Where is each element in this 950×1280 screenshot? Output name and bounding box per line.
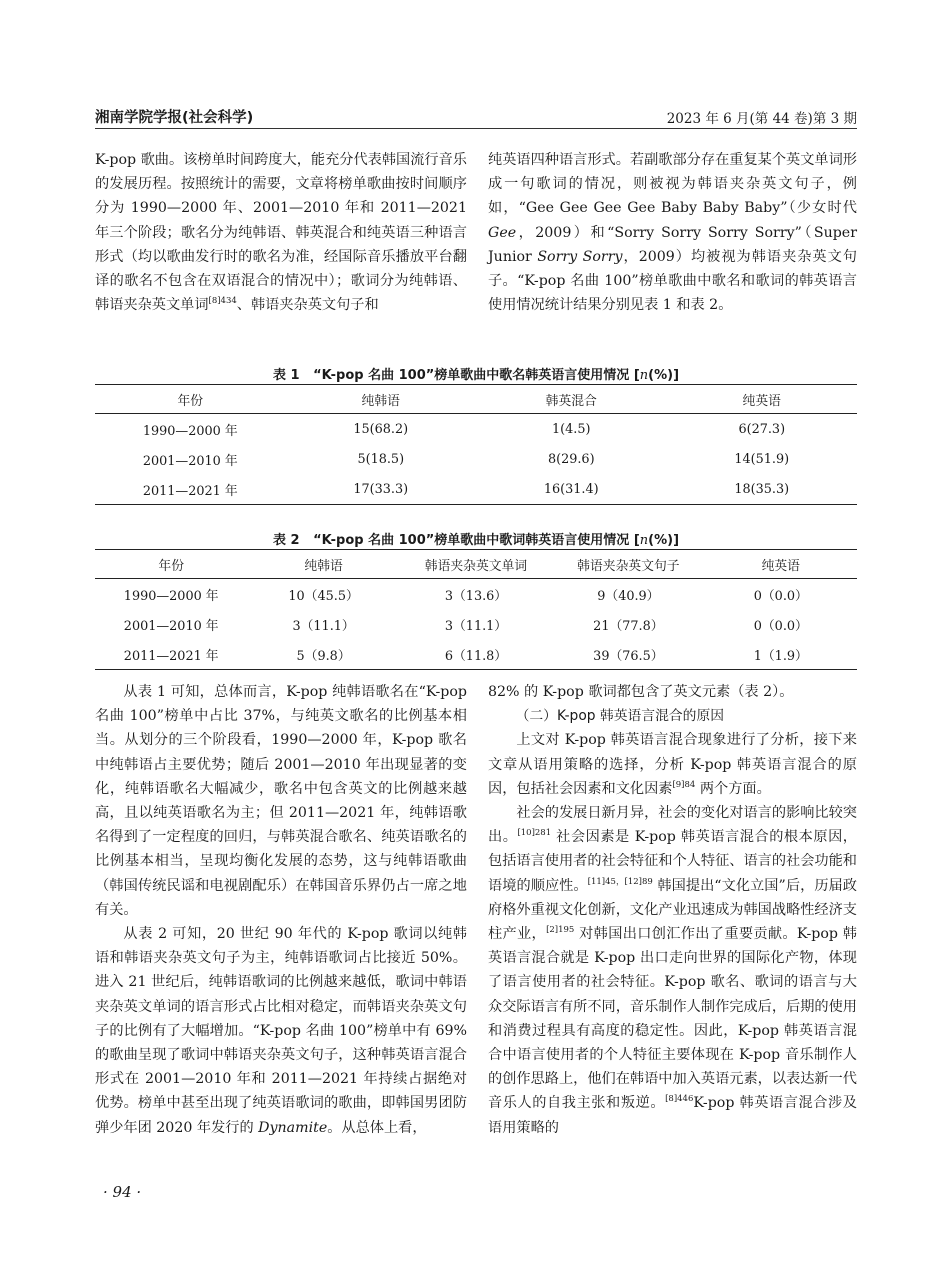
journal-name: 湘南学院学报(社会科学) bbox=[95, 110, 254, 126]
table-header: 纯英语 bbox=[667, 385, 858, 414]
page-number: · 94 · bbox=[103, 1183, 142, 1201]
top-right-column bbox=[488, 148, 857, 317]
citation: [8]446 bbox=[665, 1094, 694, 1105]
paragraph: 上文对 K-pop 韩英语言混合现象进行了分析，接下来文章从语用策略的选择，分析 K-pop 韩英语言混合的原因，包括社会因素和文化因素$^{[9]84}$ 两个方面。 bbox=[488, 732, 857, 797]
paragraph: 社会的发展日新月异，社会的变化对语言的影响比较突出。$^{[10]281}$ 社会因素是 K-pop 韩英语言混合的根本原因，包括语言使用者的社会特征和个人特征、语言的社会功能和语境的顺应性。$^{[11]45,[12]89}$ 韩国提出“文化立国”后，历届政府格外重视文化创新，文化产业迅速成为韩国战略性经济支柱产业，$^{[2]195}$ 对韩国出口创汇作出了重要贡献。K-pop 韩英语言混合就是 K-pop 出口走向世界的国际化产物，体现了语言使用者的社会特征。K-pop 歌名、歌词的语言与大众交际语言有所不同，音乐制作人制作完成后，后期的使用和消费过程具有高度的稳定性。因此，K-pop 韩英语言混合中语言使用者的个人特征主要体现在 K-pop 音乐制作人的创作思路上，他们在韩语中加入英语元素，以表达新一代音乐人的自我主张和叛逆。$^{[8]446}$K-pop 韩英语言混合涉及语用策略的 bbox=[488, 805, 857, 1136]
table-header: 韩语夹杂英文单词 bbox=[400, 550, 552, 579]
citation: [10]281 bbox=[517, 828, 552, 839]
issue-info: 2023 年 6 月(第 44 卷)第 3 期 bbox=[666, 111, 857, 127]
citation: [11]45，[12]89 bbox=[587, 876, 653, 887]
paragraph: 从表 1 可知，总体而言，K-pop 纯韩语歌名在“K-pop 名曲 100”榜单中占比 37%，与纯英文歌名的比例基本相当。从划分的三个阶段看，1990—2000 年，K-pop 歌名中纯韩语占主要优势；随后 2001—2010 年出现显著的变化，纯韩语歌名大幅减少，歌名中包含英文的比例越来越高，且以纯英语歌名为主；但 2011—2021 年，纯韩语歌名得到了一定程度的回归，与韩英混合歌名、纯英语歌名的比例基本相当，呈现均衡化发展的态势，这与纯韩语歌曲（韩国传统民谣和电视剧配乐）在韩国音乐界仍占一席之地有关。 bbox=[95, 684, 467, 918]
table1 bbox=[95, 384, 857, 505]
citation: [9]84 bbox=[672, 779, 696, 790]
table-row: 2001—2010 年 5(18.5) 8(29.6) 14(51.9) bbox=[142, 451, 790, 469]
table-header: 韩英混合 bbox=[476, 385, 667, 414]
running-header bbox=[95, 104, 857, 129]
bottom-right-column bbox=[488, 680, 857, 1140]
citation: [2]195 bbox=[546, 925, 575, 936]
bottom-left-column bbox=[95, 680, 467, 1140]
table-row: 1990—2000 年 15(68.2) 1(4.5) 6(27.3) bbox=[142, 421, 786, 439]
table-header: 韩语夹杂英文句子 bbox=[552, 550, 704, 579]
table1-caption: 表 1 “K-pop 名曲 100”榜单歌曲中歌名韩英语言使用情况 [n(%)] bbox=[272, 368, 680, 383]
table-header: 纯韩语 bbox=[247, 550, 399, 579]
section-heading: （二）K-pop 韩英语言混合的原因 bbox=[515, 708, 725, 725]
paragraph: 纯英语四种语言形式。若副歌部分存在重复某个英文单词形成一句歌词的情况，则被视为韩语夹杂英文句子，例如，“Gee Gee Gee Gee Baby Baby Baby”（少女时代 Gee，2009）和“Sorry Sorry Sorry Sorry”（Super Junior Sorry Sorry，2009）均被视为韩语夹杂英文句子。“K-pop 名曲 100”榜单歌曲中歌名和歌词的韩英语言使用情况统计结果分别见表 1 和表 2。 bbox=[488, 152, 857, 314]
citation: [8]434 bbox=[208, 296, 237, 307]
paragraph: 82% 的 K-pop 歌词都包含了英文元素（表 2）。 bbox=[488, 684, 794, 700]
table-header: 纯韩语 bbox=[286, 385, 477, 414]
table-row: 2001—2010 年 3（11.1） 3（11.1） 21（77.8） 0（0.0） bbox=[123, 618, 808, 634]
table-header: 年份 bbox=[95, 385, 286, 414]
paragraph: 从表 2 可知，20 世纪 90 年代的 K-pop 歌词以纯韩语和韩语夹杂英文句子为主，纯韩语歌词占比接近 50%。进入 21 世纪后，纯韩语歌词的比例越来越低，歌词中韩语夹杂英文单词的语言形式占比相对稳定，而韩语夹杂英文句子的比例有了大幅增加。“K-pop 名曲 100”榜单中有 69% 的歌曲呈现了歌词中韩语夹杂英文句子，这种韩英语言混合形式在 2001—2010 年和 2011—2021 年持续占据绝对优势。榜单中甚至出现了纯英语歌词的歌曲，即韩国男团防弹少年团 2020 年发行的 Dynamite。从总体上看， bbox=[95, 926, 467, 1136]
table2-caption: 表 2 “K-pop 名曲 100”榜单歌曲中歌词韩英语言使用情况 [n(%)] bbox=[272, 533, 680, 548]
table2 bbox=[95, 549, 857, 670]
paragraph: K-pop 歌曲。该榜单时间跨度大，能充分代表韩国流行音乐的发展历程。按照统计的需要，文章将榜单歌曲按时间顺序分为 1990—2000 年、2001—2010 年和 2011—2021 年三个阶段；歌名分为纯韩语、韩英混合和纯英语三种语言形式（均以歌曲发行时的歌名为准，经国际音乐播放平台翻译的歌名不包含在双语混合的情况中）；歌词分为纯韩语、韩语夹杂英文单词$^{[8]434}$、韩语夹杂英文句子和 bbox=[95, 152, 467, 314]
table-row: 1990—2000 年 10（45.5） 3（13.6） 9（40.9） 0（0.0） bbox=[123, 588, 808, 604]
table-row: 2011—2021 年 5（9.8） 6（11.8） 39（76.5） 1（1.9） bbox=[95, 639, 857, 670]
table-row: 2011—2021 年 17(33.3) 16(31.4) 18(35.3) bbox=[95, 474, 857, 505]
table-header: 年份 bbox=[95, 550, 247, 579]
top-left-column bbox=[95, 148, 467, 317]
table-header: 纯英语 bbox=[705, 550, 857, 579]
